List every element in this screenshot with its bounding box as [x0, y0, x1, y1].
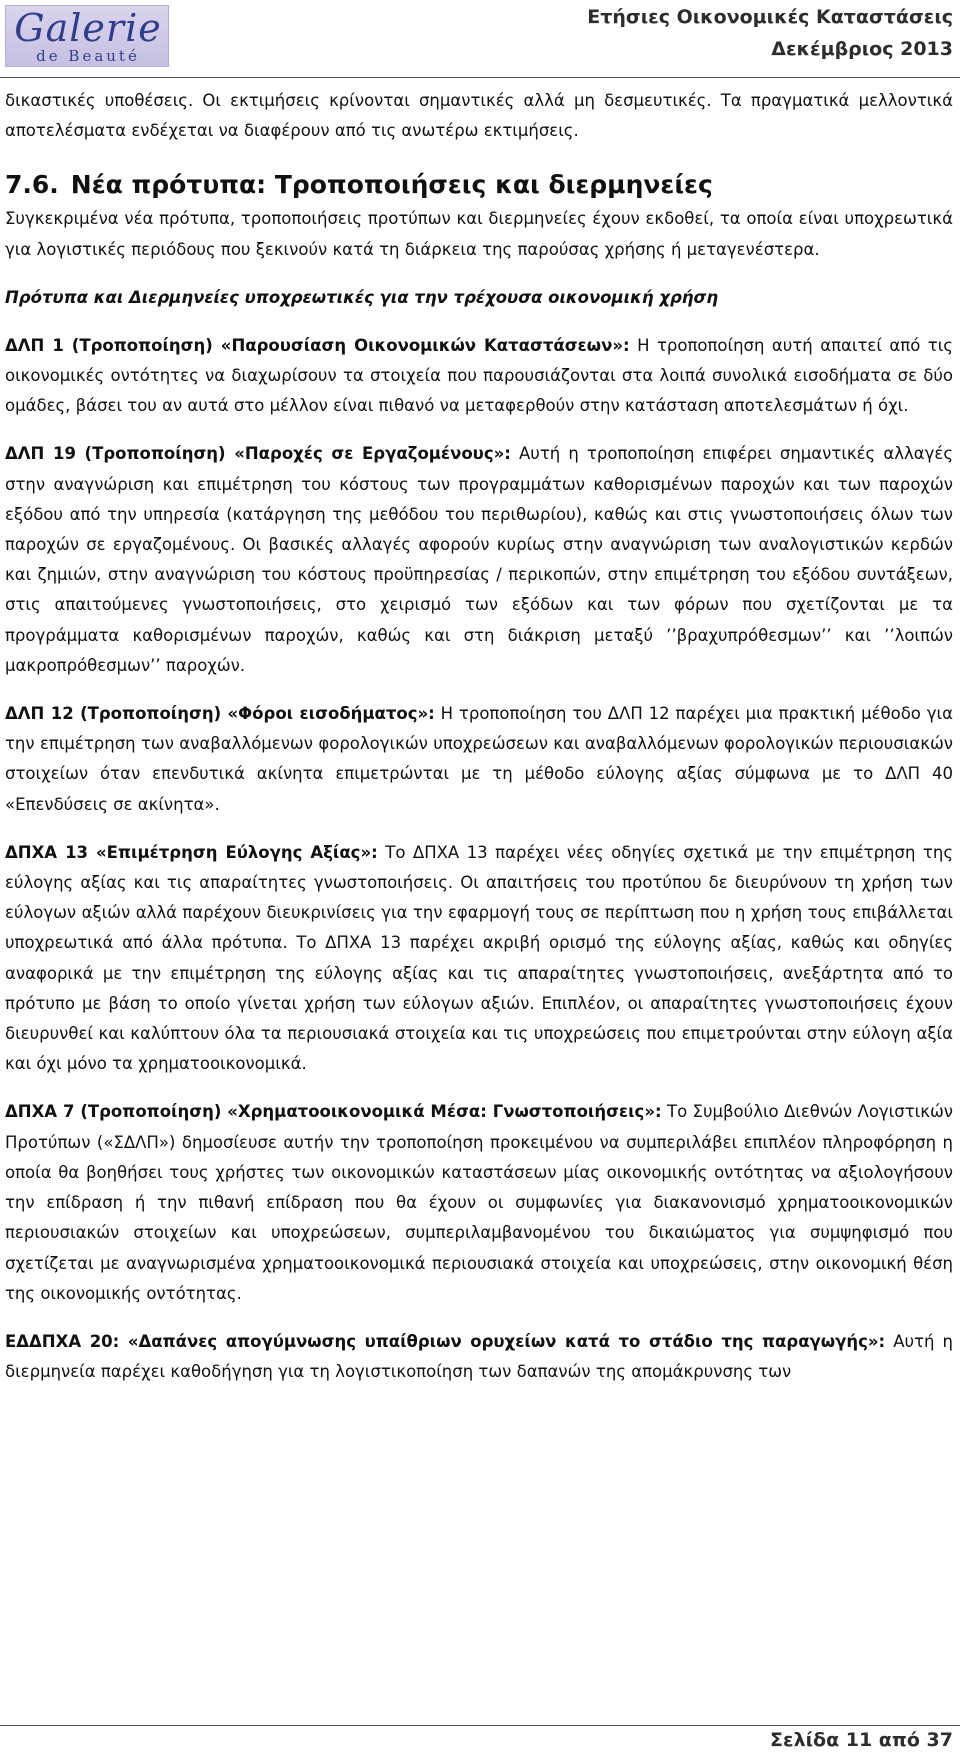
section-paragraph: Συγκεκριμένα νέα πρότυπα, τροποποιήσεις προτύπων και διερμηνείες έχουν εκδοθεί, τα οποία είναι υποχρεωτικά για λογιστικές περιόδους που ξεκινούν κατά τη διάρκεια της παρούσας χρήσης ή μεταγενέστερα.	[5, 209, 953, 259]
standard-item-text: Αυτή η διερμηνεία παρέχει καθοδήγηση για τη λογιστικοποίηση των δαπανών της απομάκρυνσης των	[5, 1331, 954, 1382]
page-content	[5, 86, 953, 1387]
logo-sub-text: de Beauté	[36, 47, 140, 65]
standard-item-title: ΕΔΔΠΧΑ 20: «Δαπάνες απογύμνωσης υπαίθριων ορυχείων κατά το στάδιο της παραγωγής»:	[5, 1331, 886, 1351]
section-number: 7.6.	[5, 170, 59, 200]
document-date: Δεκέμβριος 2013	[771, 38, 953, 60]
standard-item-text: Η τροποποίηση αυτή απαιτεί από τις οικονομικές οντότητες να διαχωρίσουν τα στοιχεία που παρουσιάζονται στα λοιπά συνολικά εισοδήματα σε δύο ομάδες, βάσει του αν αυτά στο μέλλον είναι πιθανό να μεταφερθούν στην κατάσταση αποτελεσμάτων ή όχι.	[5, 335, 953, 416]
standard-item	[5, 699, 953, 820]
company-logo	[5, 5, 169, 67]
section-heading	[5, 170, 953, 200]
page-header	[0, 0, 960, 78]
standard-item-title: ΔΛΠ 1 (Τροποποίηση) «Παρουσίαση Οικονομικών Καταστάσεων»:	[5, 335, 630, 355]
standard-item-text: Το Συμβούλιο Διεθνών Λογιστικών Προτύπων («ΣΔΛΠ») δημοσίευσε αυτήν την τροποποίηση προκειμένου να συμπεριλάβει επιπλέον πληροφόρηση η οποία θα βοηθήσει τους χρήστες των οικονομικών καταστάσεων μίας οικονομικής οντότητας να αξιολογήσουν την επίδραση ή την πιθανή επίδραση που θα έχουν οι συμφωνίες για διακανονισμό χρηματοοικονομικών περιουσιακών στοιχείων και υποχρεώσεων, συμπεριλαμβανομένου του δικαιώματος για συμψηφισμό που σχετίζεται με αναγνωρισμένα χρηματοοικονομικά περιουσιακά στοιχεία και υποχρεώσεις, στην οικονομική θέση της οικονομικής οντότητας.	[5, 1102, 954, 1303]
section-title: Νέα πρότυπα: Τροποποιήσεις και διερμηνείες	[70, 170, 713, 200]
footer-divider	[0, 1725, 960, 1726]
standard-item-text: Αυτή η τροποποίηση επιφέρει σημαντικές αλλαγές στην αναγνώριση και επιμέτρηση του κόστους των προγραμμάτων καθορισμένων παροχών και των παροχών εξόδου από την υπηρεσία (κατάργηση της μεθόδου του περιθωρίου), καθώς και στις γνωστοποιήσεις όλων των παροχών σε εργαζομένους. Οι βασικές αλλαγές αφορούν κυρίως στην αναγνώριση των αναλογιστικών κερδών και ζημιών, στην αναγνώριση του κόστους προϋπηρεσίας / περικοπών, στην επιμέτρηση του εξόδου συντάξεων, στις απαιτούμενες γνωστοποιήσεις, στο χειρισμό των εξόδων και των φόρων που σχετίζονται με τα προγράμματα καθορισμένων παροχών, καθώς και στη διάκριση μεταξύ ’’βραχυπρόθεσμων’’ και ’’λοιπών μακροπρόθεσμων’’ παροχών.	[5, 444, 953, 675]
logo-main-text: Galerie	[14, 6, 162, 50]
standard-item-text: Το ΔΠΧΑ 13 παρέχει νέες οδηγίες σχετικά με την επιμέτρηση της εύλογης αξίας και τις απαραίτητες γνωστοποιήσεις. Οι απαιτήσεις του προτύπου δε διευρύνουν τη χρήση των εύλογων αξιών αλλά παρέχουν διευκρινίσεις για την εφαρμογή τους σε περίπτωση που η χρήση τους επιβάλλεται υποχρεωτικά από άλλα πρότυπα. Το ΔΠΧΑ 13 παρέχει ακριβή ορισμό της εύλογης αξίας, καθώς και οδηγίες αναφορικά με την επιμέτρηση της εύλογης αξίας και τις απαραίτητες γνωστοποιήσεις, ανεξάρτητα από το πρότυπο με βάση το οποίο γίνεται χρήση των εύλογων αξιών. Επιπλέον, οι απαραίτητες γνωστοποιήσεις έχουν διευρυνθεί και καλύπτουν όλα τα περιουσιακά στοιχεία και τις υποχρεώσεις που επιμετρούνται στην εύλογη αξία και όχι μόνο τα χρηματοοικονομικά.	[5, 842, 953, 1074]
standard-item-title: ΔΛΠ 19 (Τροποποίηση) «Παροχές σε Εργαζομένους»:	[5, 444, 511, 464]
standard-item	[5, 838, 953, 1080]
standard-item-title: ΔΠΧΑ 7 (Τροποποίηση) «Χρηματοοικονομικά Μέσα: Γνωστοποιήσεις»:	[5, 1102, 662, 1122]
intro-paragraph: δικαστικές υποθέσεις. Οι εκτιμήσεις κρίνονται σημαντικές αλλά μη δεσμευτικές. Τα πραγματικά μελλοντικά αποτελέσματα ενδέχεται να διαφέρουν από τις ανωτέρω εκτιμήσεις.	[5, 91, 953, 141]
header-divider	[0, 77, 960, 78]
standard-item	[5, 331, 953, 422]
standard-item	[5, 1097, 953, 1308]
standard-item	[5, 439, 953, 681]
standard-item-title: ΔΛΠ 12 (Τροποποίηση) «Φόροι εισοδήματος»:	[5, 704, 435, 724]
subheading: Πρότυπα και Διερμηνείες υποχρεωτικές για την τρέχουσα οικονομική χρήση	[5, 287, 719, 307]
standard-item-text: Η τροποποίηση του ΔΛΠ 12 παρέχει μια πρακτική μέθοδο για την επιμέτρηση των αναβαλλόμενων φορολογικών υποχρεώσεων και αναβαλλόμενων φορολογικών περιουσιακών στοιχείων όταν επενδυτικά ακίνητα επιμετρώνται με τη μέθοδο εύλογης αξίας σύμφωνα με το ΔΛΠ 40 «Επενδύσεις σε ακίνητα».	[5, 704, 953, 814]
standard-item-title: ΔΠΧΑ 13 «Επιμέτρηση Εύλογης Αξίας»:	[5, 842, 378, 862]
standard-item	[5, 1327, 953, 1387]
document-title: Ετήσιες Οικονομικές Καταστάσεις	[587, 6, 953, 28]
page-number: Σελίδα 11 από 37	[770, 1729, 953, 1751]
